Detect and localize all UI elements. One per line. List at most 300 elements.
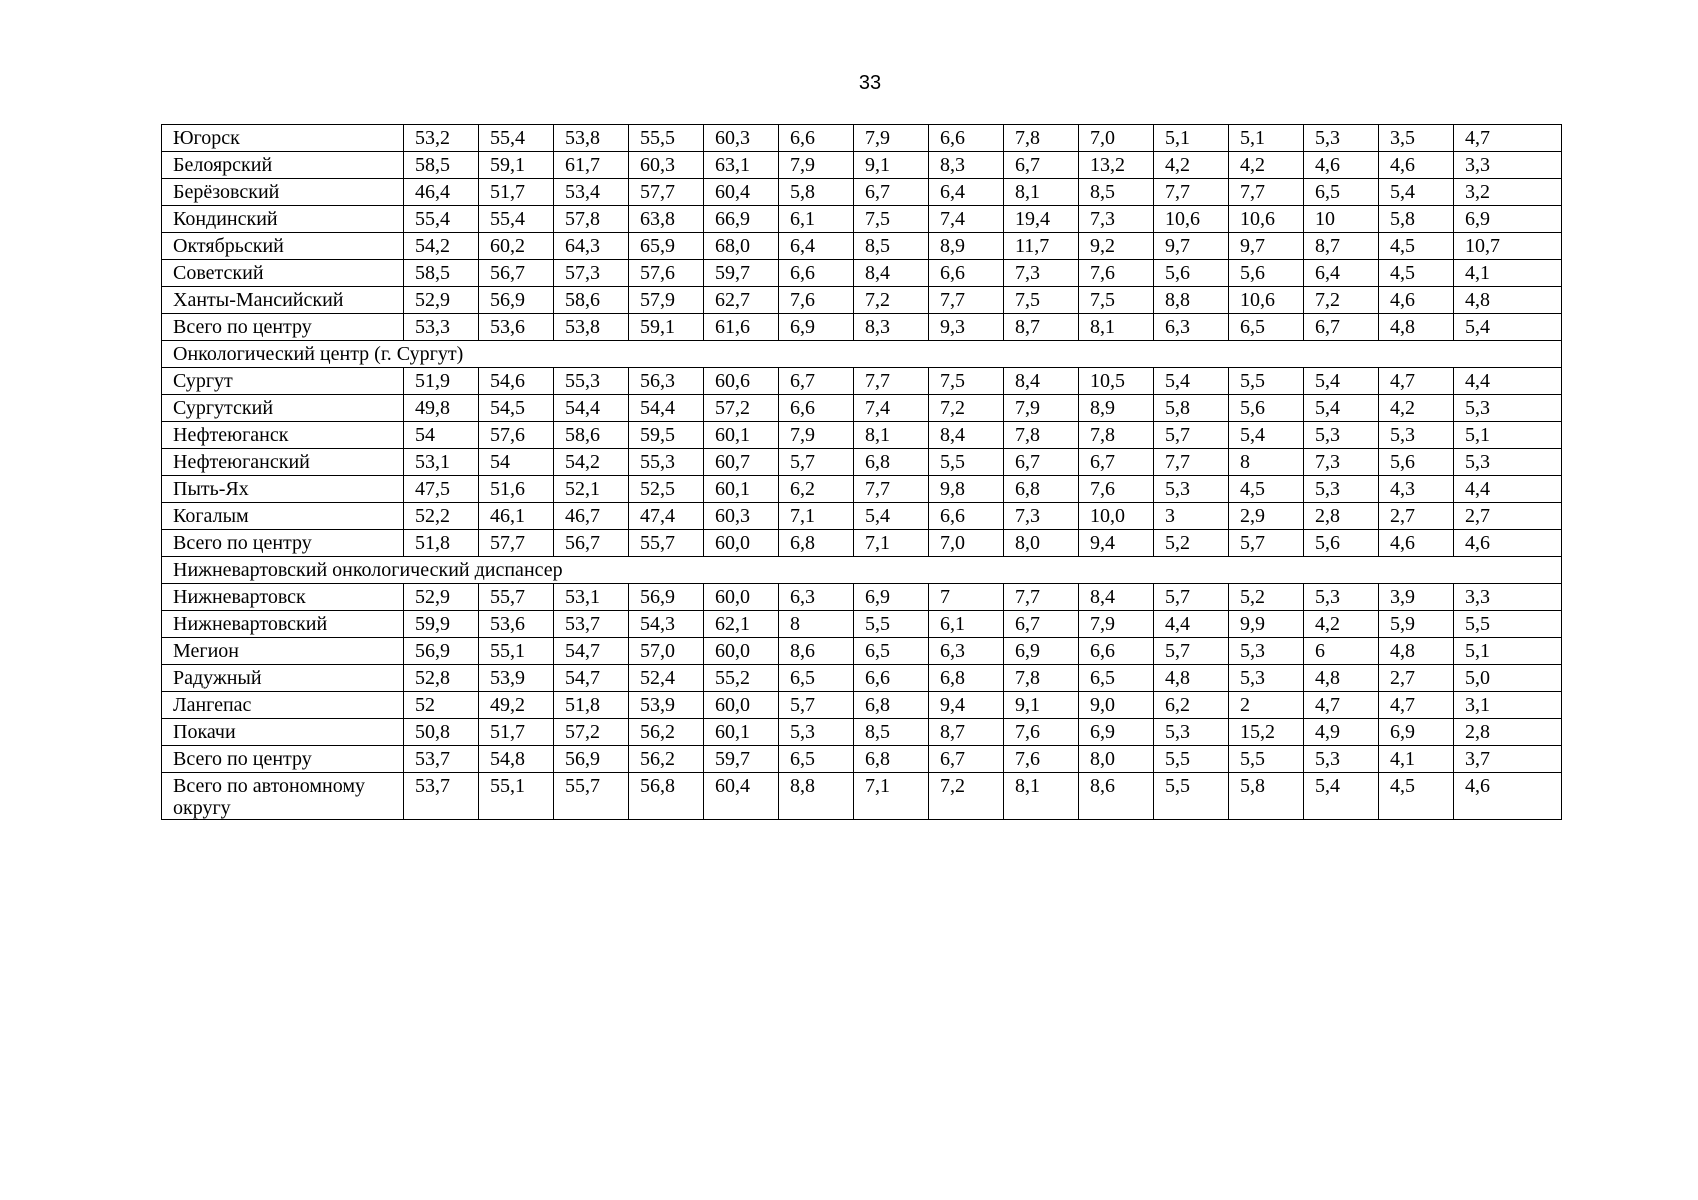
value-cell: 8,5 [854,719,929,746]
value-cell: 5,6 [1304,530,1379,557]
value-cell: 62,1 [704,611,779,638]
table-row [162,476,1562,503]
value-cell: 8,4 [1004,368,1079,395]
value-cell: 5,7 [1154,584,1229,611]
row-name-cell: Нижневартовский [162,611,404,638]
value-cell: 3,5 [1379,125,1454,152]
value-cell: 60,2 [479,233,554,260]
value-cell: 5,3 [1154,719,1229,746]
value-cell: 56,9 [629,584,704,611]
value-cell: 6,7 [1079,449,1154,476]
value-cell: 54,2 [554,449,629,476]
value-cell: 4,6 [1379,530,1454,557]
value-cell: 49,8 [404,395,479,422]
value-cell: 55,3 [629,449,704,476]
value-cell: 3,9 [1379,584,1454,611]
value-cell: 7,7 [1154,179,1229,206]
value-cell: 5,6 [1229,260,1304,287]
value-cell: 6,1 [779,206,854,233]
value-cell: 5,7 [1154,422,1229,449]
value-cell: 54,7 [554,665,629,692]
value-cell: 7,1 [854,773,929,820]
value-cell: 8,0 [1004,530,1079,557]
value-cell: 4,7 [1304,692,1379,719]
row-name-cell: Нефтеюганский [162,449,404,476]
value-cell: 60,7 [704,449,779,476]
value-cell: 5,0 [1454,665,1562,692]
value-cell: 6,9 [1379,719,1454,746]
value-cell: 7,6 [1004,746,1079,773]
value-cell: 7,4 [854,395,929,422]
value-cell: 53,7 [404,746,479,773]
row-name-cell: Советский [162,260,404,287]
value-cell: 47,5 [404,476,479,503]
value-cell: 58,5 [404,260,479,287]
table-body [162,125,1562,820]
value-cell: 5,3 [1304,746,1379,773]
table-row [162,314,1562,341]
value-cell: 7,5 [929,368,1004,395]
value-cell: 9,9 [1229,611,1304,638]
value-cell: 68,0 [704,233,779,260]
value-cell: 57,3 [554,260,629,287]
value-cell: 8,6 [779,638,854,665]
value-cell: 7,9 [1004,395,1079,422]
value-cell: 51,8 [404,530,479,557]
value-cell: 9,2 [1079,233,1154,260]
value-cell: 7,0 [1079,125,1154,152]
value-cell: 3,3 [1454,584,1562,611]
value-cell: 60,4 [704,773,779,820]
value-cell: 4,8 [1154,665,1229,692]
value-cell: 4,6 [1379,152,1454,179]
value-cell: 7,3 [1004,260,1079,287]
row-name-cell: Всего по центру [162,314,404,341]
value-cell: 46,1 [479,503,554,530]
value-cell: 55,7 [629,530,704,557]
value-cell: 7,6 [779,287,854,314]
value-cell: 57,9 [629,287,704,314]
value-cell: 7,3 [1304,449,1379,476]
value-cell: 5,7 [779,692,854,719]
value-cell: 54,2 [404,233,479,260]
value-cell: 6,8 [854,449,929,476]
value-cell: 54,4 [629,395,704,422]
table-row [162,665,1562,692]
value-cell: 7,4 [929,206,1004,233]
value-cell: 63,8 [629,206,704,233]
value-cell: 2 [1229,692,1304,719]
value-cell: 57,6 [479,422,554,449]
table-row [162,179,1562,206]
value-cell: 4,2 [1154,152,1229,179]
value-cell: 55,3 [554,368,629,395]
value-cell: 6,8 [929,665,1004,692]
value-cell: 4,6 [1379,287,1454,314]
value-cell: 6,6 [779,260,854,287]
value-cell: 10,0 [1079,503,1154,530]
value-cell: 8,7 [929,719,1004,746]
value-cell: 15,2 [1229,719,1304,746]
value-cell: 5,3 [1229,665,1304,692]
value-cell: 7,7 [1004,584,1079,611]
value-cell: 59,9 [404,611,479,638]
value-cell: 8,8 [779,773,854,820]
value-cell: 7,2 [929,395,1004,422]
value-cell: 6,4 [779,233,854,260]
value-cell: 60,3 [704,125,779,152]
value-cell: 8,4 [1079,584,1154,611]
value-cell: 5,5 [1454,611,1562,638]
value-cell: 7,2 [854,287,929,314]
row-name-cell: Берёзовский [162,179,404,206]
value-cell: 6,6 [779,395,854,422]
value-cell: 6,8 [854,692,929,719]
value-cell: 8,9 [1079,395,1154,422]
value-cell: 8,8 [1154,287,1229,314]
value-cell: 2,7 [1379,665,1454,692]
value-cell: 58,5 [404,152,479,179]
value-cell: 4,5 [1379,233,1454,260]
table-row [162,692,1562,719]
value-cell: 5,1 [1154,125,1229,152]
value-cell: 5,7 [1229,530,1304,557]
value-cell: 7,5 [1004,287,1079,314]
value-cell: 52,9 [404,584,479,611]
value-cell: 55,4 [479,125,554,152]
row-name-cell: Когалым [162,503,404,530]
value-cell: 5,3 [1454,449,1562,476]
value-cell: 60,1 [704,476,779,503]
value-cell: 2,8 [1454,719,1562,746]
value-cell: 6,4 [1304,260,1379,287]
value-cell: 7 [929,584,1004,611]
value-cell: 50,8 [404,719,479,746]
value-cell: 6,6 [929,260,1004,287]
value-cell: 5,4 [1304,395,1379,422]
value-cell: 7,7 [1154,449,1229,476]
value-cell: 51,9 [404,368,479,395]
value-cell: 4,5 [1379,773,1454,820]
value-cell: 5,4 [1229,422,1304,449]
table-row [162,206,1562,233]
value-cell: 58,6 [554,422,629,449]
value-cell: 4,7 [1454,125,1562,152]
value-cell: 5,4 [1304,773,1379,820]
value-cell: 6,7 [779,368,854,395]
value-cell: 60,6 [704,368,779,395]
value-cell: 4,8 [1379,638,1454,665]
value-cell: 8,4 [929,422,1004,449]
value-cell: 5,3 [1304,125,1379,152]
value-cell: 59,5 [629,422,704,449]
value-cell: 7,8 [1004,665,1079,692]
value-cell: 7,0 [929,530,1004,557]
value-cell: 2,7 [1379,503,1454,530]
value-cell: 62,7 [704,287,779,314]
value-cell: 10,7 [1454,233,1562,260]
value-cell: 46,7 [554,503,629,530]
value-cell: 7,2 [929,773,1004,820]
value-cell: 9,4 [1079,530,1154,557]
value-cell: 53,8 [554,125,629,152]
value-cell: 5,9 [1379,611,1454,638]
value-cell: 5,4 [1454,314,1562,341]
value-cell: 59,7 [704,746,779,773]
table-row [162,449,1562,476]
value-cell: 10 [1304,206,1379,233]
value-cell: 7,2 [1304,287,1379,314]
value-cell: 5,1 [1454,422,1562,449]
value-cell: 54,7 [554,638,629,665]
row-name-cell: Радужный [162,665,404,692]
value-cell: 59,1 [479,152,554,179]
value-cell: 9,1 [854,152,929,179]
value-cell: 6,7 [1004,449,1079,476]
value-cell: 7,3 [1079,206,1154,233]
table-row [162,260,1562,287]
table-row [162,611,1562,638]
value-cell: 5,5 [1229,746,1304,773]
section-title: Нижневартовский онкологический диспансер [162,557,1562,584]
table-row [162,152,1562,179]
value-cell: 3,7 [1454,746,1562,773]
value-cell: 53,9 [629,692,704,719]
value-cell: 5,5 [929,449,1004,476]
value-cell: 60,0 [704,530,779,557]
value-cell: 55,2 [704,665,779,692]
value-cell: 2,9 [1229,503,1304,530]
value-cell: 13,2 [1079,152,1154,179]
value-cell: 6,3 [779,584,854,611]
value-cell: 6,8 [1004,476,1079,503]
value-cell: 6,7 [1304,314,1379,341]
value-cell: 53,1 [554,584,629,611]
value-cell: 5,4 [854,503,929,530]
value-cell: 5,8 [1229,773,1304,820]
value-cell: 2,8 [1304,503,1379,530]
value-cell: 51,6 [479,476,554,503]
value-cell: 8,0 [1079,746,1154,773]
value-cell: 5,2 [1229,584,1304,611]
value-cell: 66,9 [704,206,779,233]
value-cell: 5,3 [1154,476,1229,503]
value-cell: 51,7 [479,179,554,206]
value-cell: 5,3 [1304,422,1379,449]
value-cell: 4,5 [1229,476,1304,503]
value-cell: 56,3 [629,368,704,395]
value-cell: 4,7 [1379,692,1454,719]
value-cell: 11,7 [1004,233,1079,260]
value-cell: 55,1 [479,773,554,820]
value-cell: 6,9 [854,584,929,611]
value-cell: 52,4 [629,665,704,692]
value-cell: 5,6 [1379,449,1454,476]
value-cell: 7,7 [1229,179,1304,206]
value-cell: 7,9 [779,422,854,449]
value-cell: 53,7 [404,773,479,820]
value-cell: 54 [479,449,554,476]
value-cell: 10,6 [1229,287,1304,314]
table-row [162,746,1562,773]
value-cell: 6,1 [929,611,1004,638]
value-cell: 6,6 [854,665,929,692]
value-cell: 8,1 [1004,179,1079,206]
value-cell: 6,5 [854,638,929,665]
value-cell: 3,1 [1454,692,1562,719]
value-cell: 51,7 [479,719,554,746]
value-cell: 5,6 [1154,260,1229,287]
value-cell: 6 [1304,638,1379,665]
value-cell: 6,7 [1004,611,1079,638]
value-cell: 65,9 [629,233,704,260]
value-cell: 51,8 [554,692,629,719]
value-cell: 55,4 [479,206,554,233]
value-cell: 56,9 [404,638,479,665]
value-cell: 3 [1154,503,1229,530]
value-cell: 60,0 [704,584,779,611]
value-cell: 56,2 [629,719,704,746]
value-cell: 5,2 [1154,530,1229,557]
value-cell: 6,9 [1004,638,1079,665]
value-cell: 55,4 [404,206,479,233]
value-cell: 46,4 [404,179,479,206]
row-name-cell: Всего по центру [162,530,404,557]
value-cell: 57,8 [554,206,629,233]
value-cell: 8,1 [1004,773,1079,820]
value-cell: 8,1 [854,422,929,449]
value-cell: 7,5 [854,206,929,233]
statistics-table [161,124,1562,820]
value-cell: 9,0 [1079,692,1154,719]
row-name-cell: Покачи [162,719,404,746]
value-cell: 5,3 [1229,638,1304,665]
value-cell: 54,3 [629,611,704,638]
value-cell: 7,8 [1004,125,1079,152]
value-cell: 5,5 [1154,746,1229,773]
row-name-cell: Пыть-Ях [162,476,404,503]
value-cell: 6,4 [929,179,1004,206]
value-cell: 4,8 [1454,287,1562,314]
row-name-cell: Сургут [162,368,404,395]
value-cell: 53,6 [479,611,554,638]
value-cell: 55,7 [479,584,554,611]
value-cell: 4,5 [1379,260,1454,287]
row-name-cell: Всего по автономному округу [162,773,404,820]
value-cell: 5,4 [1154,368,1229,395]
value-cell: 5,3 [1304,476,1379,503]
value-cell: 60,3 [629,152,704,179]
value-cell: 6,8 [779,530,854,557]
section-header-row [162,557,1562,584]
value-cell: 54 [404,422,479,449]
value-cell: 52,2 [404,503,479,530]
value-cell: 8,9 [929,233,1004,260]
value-cell: 5,7 [779,449,854,476]
value-cell: 6,5 [1079,665,1154,692]
value-cell: 60,1 [704,422,779,449]
row-name-cell: Лангепас [162,692,404,719]
value-cell: 5,3 [1379,422,1454,449]
row-name-cell: Югорск [162,125,404,152]
value-cell: 53,7 [554,611,629,638]
value-cell: 9,1 [1004,692,1079,719]
value-cell: 9,7 [1229,233,1304,260]
value-cell: 4,2 [1229,152,1304,179]
value-cell: 59,1 [629,314,704,341]
value-cell: 49,2 [479,692,554,719]
row-name-cell: Кондинский [162,206,404,233]
value-cell: 55,5 [629,125,704,152]
value-cell: 9,3 [929,314,1004,341]
value-cell: 6,6 [929,125,1004,152]
value-cell: 8,5 [854,233,929,260]
value-cell: 8,3 [854,314,929,341]
value-cell: 6,6 [929,503,1004,530]
row-name-cell: Нефтеюганск [162,422,404,449]
value-cell: 7,8 [1004,422,1079,449]
value-cell: 7,7 [854,368,929,395]
value-cell: 54,8 [479,746,554,773]
value-cell: 56,2 [629,746,704,773]
value-cell: 5,5 [854,611,929,638]
table-row [162,233,1562,260]
value-cell: 6,5 [1229,314,1304,341]
value-cell: 4,7 [1379,368,1454,395]
value-cell: 7,9 [1079,611,1154,638]
value-cell: 53,9 [479,665,554,692]
value-cell: 8 [779,611,854,638]
value-cell: 53,3 [404,314,479,341]
value-cell: 58,6 [554,287,629,314]
value-cell: 60,0 [704,638,779,665]
value-cell: 57,7 [479,530,554,557]
section-header-row [162,341,1562,368]
table-row [162,530,1562,557]
table-row [162,638,1562,665]
value-cell: 53,2 [404,125,479,152]
value-cell: 8 [1229,449,1304,476]
table-row [162,422,1562,449]
value-cell: 56,8 [629,773,704,820]
value-cell: 6,3 [929,638,1004,665]
value-cell: 10,6 [1229,206,1304,233]
row-name-cell: Нижневартовск [162,584,404,611]
value-cell: 56,9 [479,287,554,314]
value-cell: 5,1 [1229,125,1304,152]
value-cell: 5,8 [1154,395,1229,422]
row-name-cell: Сургутский [162,395,404,422]
value-cell: 8,5 [1079,179,1154,206]
value-cell: 60,1 [704,719,779,746]
value-cell: 5,6 [1229,395,1304,422]
value-cell: 55,1 [479,638,554,665]
value-cell: 5,4 [1304,368,1379,395]
value-cell: 7,6 [1079,476,1154,503]
value-cell: 52,9 [404,287,479,314]
table-row [162,773,1562,820]
value-cell: 4,9 [1304,719,1379,746]
table-row [162,368,1562,395]
value-cell: 57,2 [554,719,629,746]
row-name-cell: Октябрьский [162,233,404,260]
value-cell: 4,6 [1454,773,1562,820]
value-cell: 57,0 [629,638,704,665]
value-cell: 9,8 [929,476,1004,503]
value-cell: 4,2 [1379,395,1454,422]
table-row [162,584,1562,611]
value-cell: 19,4 [1004,206,1079,233]
